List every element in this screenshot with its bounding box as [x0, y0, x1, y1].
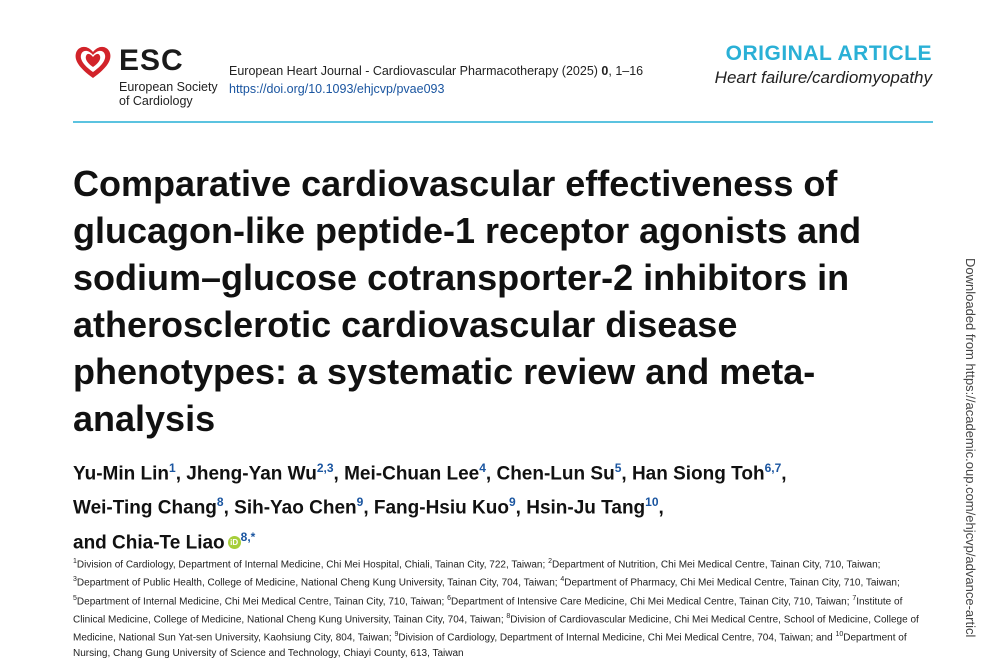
affiliation-text: Institute of Clinical Medicine, College of Medicine, National Cheng Kung University, Tainan City, 704, Taiwan; [73, 595, 903, 626]
author-name: and Chia-Te Liao [73, 531, 225, 553]
author-separator: , [658, 497, 664, 519]
heart-logo-icon [73, 42, 113, 82]
author-name: Yu-Min Lin [73, 463, 170, 485]
logo-sub-line2: of Cardiology [119, 94, 193, 108]
author-list [73, 454, 953, 557]
author-affiliation-ref[interactable]: 8 [216, 495, 224, 510]
affiliation-text: Department of Public Health, College of Medicine, National Cheng Kung University, Tainan City, 704, Taiwan; [76, 577, 561, 589]
affiliation-text: Division of Cardiology, Department of Internal Medicine, Chi Mei Medical Centre, 704, Taiwan; and [398, 632, 836, 644]
affiliation-text: Department of Internal Medicine, Chi Mei Medical Centre, Tainan City, 710, Taiwan; [76, 595, 448, 607]
author-name: Mei-Chuan Lee [344, 463, 480, 485]
author-name: Fang-Hsiu Kuo [373, 497, 509, 519]
doi-link[interactable]: https://doi.org/10.1093/ehjcvp/pvae093 [229, 82, 445, 96]
author-separator: , [363, 497, 374, 519]
author-separator: , [175, 463, 187, 485]
citation-pages: , 1–16 [608, 64, 644, 78]
affiliation-number: 3 [73, 576, 77, 584]
logo-sub-line1: European Society [119, 80, 218, 94]
orcid-icon[interactable]: iD [228, 536, 241, 549]
author-affiliation-ref[interactable]: 2,3 [316, 461, 334, 475]
citation-text: European Heart Journal - Cardiovascular Pharmacotherapy (2025) [229, 64, 602, 78]
article-category: Heart failure/cardiomyopathy [714, 68, 932, 87]
affiliation-text: Department of Pharmacy, Chi Mei Medical Centre, Tainan City, 710, Taiwan; [564, 577, 900, 589]
download-watermark: Downloaded from https://academic.oup.com/ehjcvp/advance-articl [963, 258, 978, 638]
author-name: Chen-Lun Su [496, 463, 615, 485]
affiliation-text: Department of Nutrition, Chi Mei Medical Centre, Tainan City, 710, Taiwan; [551, 559, 881, 571]
author-affiliation-ref[interactable]: 6,7 [764, 461, 782, 475]
author-name: Jheng-Yan Wu [186, 463, 317, 485]
affiliation-list [73, 554, 935, 661]
article-type [715, 42, 932, 88]
affiliation-number: 7 [852, 594, 857, 602]
affiliation-text: Division of Cardiology, Department of Internal Medicine, Chi Mei Hospital, Chiali, Tainan City, 722, Taiwan; [76, 559, 549, 571]
affiliation-text: Department of Intensive Care Medicine, Chi Mei Medical Centre, Tainan City, 710, Taiwan; [451, 595, 853, 607]
affiliation-number: 9 [394, 631, 399, 639]
author-name: Wei-Ting Chang [73, 497, 217, 519]
logo-subtitle [119, 80, 218, 108]
author-name: Han Siong Toh [631, 463, 765, 485]
author-affiliation-ref[interactable]: 10 [645, 495, 659, 510]
author-name: Sih-Yao Chen [234, 497, 357, 519]
affiliation-text: Department of Nursing, Chang Gung University of Science and Technology, Chiayi County, 613, Taiwan [73, 632, 907, 659]
author-separator: , [485, 463, 497, 485]
affiliation-text: Division of Cardiovascular Medicine, Chi Mei Medical Centre, School of Medicine, College of Medicine, National Sun Yat-sen University, Kaohsiung City, 804, Taiwan; [73, 614, 919, 644]
citation-volume: 0 [601, 64, 609, 78]
paper-title: Comparative cardiovascular effectiveness of glucagon-like peptide-1 receptor agonists and sodium–glucose cotransporter-2 inhibitors in atherosclerotic cardiovascular disease phenotypes: a systematic review and meta-analysis [73, 163, 862, 439]
author-affiliation-ref[interactable]: 5 [614, 461, 622, 475]
journal-citation [229, 62, 643, 98]
author-affiliation-ref[interactable]: 8,* [240, 529, 256, 544]
affiliation-number: 8 [506, 612, 511, 620]
citation-line [229, 62, 643, 80]
author-separator: , [333, 463, 345, 485]
esc-logo [73, 42, 223, 112]
affiliation-number: 2 [548, 558, 552, 565]
author-separator: , [781, 463, 787, 485]
author-name: Hsin-Ju Tang [526, 497, 646, 519]
author-affiliation-ref[interactable]: 9 [508, 495, 516, 510]
author-separator: , [621, 463, 632, 485]
article-type-label: ORIGINAL ARTICLE [725, 42, 932, 65]
affiliation-number: 4 [560, 576, 565, 584]
author-affiliation-ref[interactable]: 1 [169, 461, 176, 475]
header-divider [73, 121, 933, 123]
author-separator: , [515, 497, 527, 519]
affiliation-number: 10 [835, 631, 844, 639]
author-affiliation-ref[interactable]: 9 [356, 495, 364, 510]
author-separator: , [223, 497, 235, 519]
affiliation-number: 1 [73, 558, 77, 565]
author-affiliation-ref[interactable]: 4 [479, 461, 486, 475]
logo-short: ESC [119, 44, 184, 77]
affiliation-number: 6 [447, 594, 451, 602]
affiliation-number: 5 [73, 594, 77, 602]
